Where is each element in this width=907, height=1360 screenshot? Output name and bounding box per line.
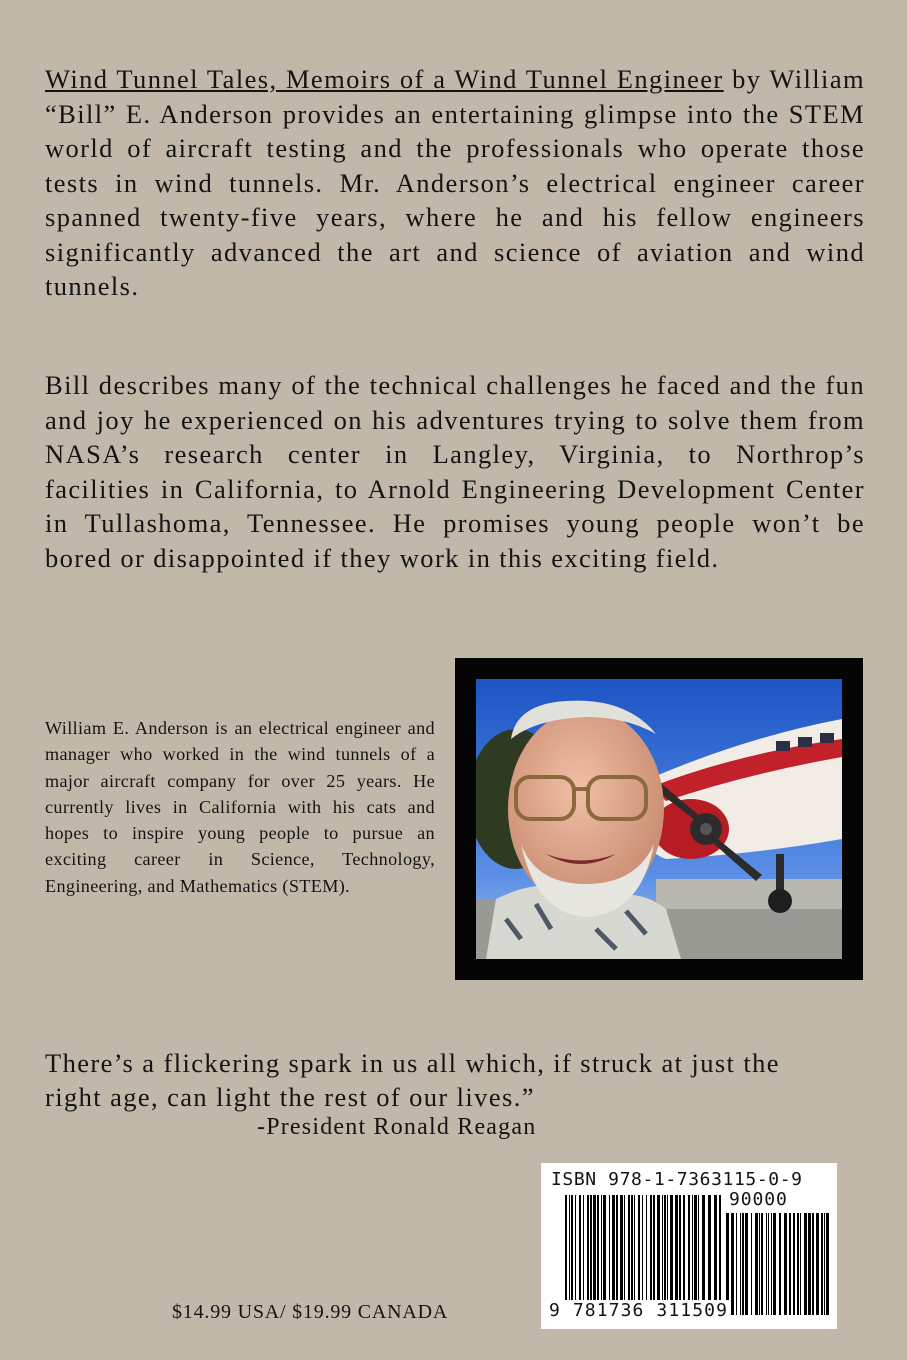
barcode-bar <box>579 1195 581 1317</box>
barcode-bar <box>812 1213 814 1315</box>
barcode-bar <box>664 1195 666 1317</box>
barcode-bar <box>657 1195 660 1317</box>
barcode-bar <box>779 1213 781 1315</box>
blurb-paragraph-1-text: by William “Bill” E. Anderson provides an entertaining glimpse into the STEM world of aircraft testing and the professionals who operate those tests in wind tunnels. Mr. Anderson’s electrical engineer career spanned twenty-five years, where he and his fellow engineers significantly advanced the art and science of aviation and wind tunnels. <box>45 64 865 301</box>
barcode-bar <box>675 1195 678 1317</box>
barcode-bar <box>800 1213 801 1315</box>
barcode-bar <box>692 1195 693 1317</box>
barcode-bar <box>612 1195 615 1317</box>
barcode-bar <box>731 1213 734 1315</box>
blurb-paragraph-2: Bill describes many of the technical challenges he faced and the fun and joy he experienced on his adventures trying to solve them from NASA’s research center in Langley, Virginia, to Northrop’s facilities in California, to Arnold Engineering Development Center in Tullashoma, Tennessee. He promises young people won’t be bored or disappointed if they work in this exciting field. <box>45 370 865 573</box>
quote-attribution: -President Ronald Reagan <box>257 1114 537 1140</box>
barcode-bar <box>698 1195 699 1317</box>
barcode-bar <box>590 1195 592 1317</box>
barcode-bar <box>751 1213 752 1315</box>
barcode-bar <box>797 1213 799 1315</box>
barcode-addon-digits: 90000 <box>729 1189 788 1210</box>
barcode-bar <box>826 1213 829 1315</box>
barcode-bar <box>670 1195 673 1317</box>
barcode-bar <box>740 1213 741 1315</box>
barcode-bar <box>793 1213 795 1315</box>
barcode-bar <box>609 1195 610 1317</box>
barcode-bar <box>571 1195 573 1317</box>
barcode-bar <box>667 1195 668 1317</box>
barcode-bar <box>719 1195 721 1317</box>
barcode-bar <box>804 1213 807 1315</box>
barcode-bar <box>631 1195 633 1317</box>
barcode-bar <box>583 1195 584 1317</box>
barcode-bar <box>587 1195 589 1317</box>
barcode-bar <box>575 1195 576 1317</box>
barcode-bar <box>789 1213 791 1315</box>
barcode-bar <box>821 1213 823 1315</box>
barcode-bar <box>638 1195 640 1317</box>
barcode-bar <box>565 1195 567 1317</box>
barcode-bar <box>824 1213 825 1315</box>
barcode-bar <box>646 1195 647 1317</box>
barcode-bar <box>688 1195 690 1317</box>
barcode-bar <box>569 1195 570 1317</box>
barcode-bar <box>650 1195 652 1317</box>
barcode-bar <box>761 1213 763 1315</box>
barcode-bar <box>771 1213 772 1315</box>
barcode-bar <box>708 1195 711 1317</box>
barcode-bar <box>808 1213 811 1315</box>
barcode-bar <box>766 1213 767 1315</box>
barcode-bar <box>653 1195 655 1317</box>
isbn-label: ISBN 978-1-7363115-0-9 <box>551 1169 803 1190</box>
barcode-bar <box>628 1195 630 1317</box>
barcode-bar <box>603 1195 606 1317</box>
barcode-bar <box>634 1195 635 1317</box>
barcode-bar <box>624 1195 625 1317</box>
author-photo <box>476 679 842 959</box>
barcode-bar <box>773 1213 776 1315</box>
barcode-addon-bars <box>726 1213 830 1315</box>
barcode-bar <box>816 1213 819 1315</box>
barcode-bar <box>662 1195 663 1317</box>
isbn-barcode <box>541 1163 837 1329</box>
barcode-bar <box>597 1195 599 1317</box>
barcode-digits: 9 781736 311509 <box>549 1300 729 1321</box>
barcode-bar <box>745 1213 748 1315</box>
barcode-bars <box>565 1195 721 1317</box>
barcode-bar <box>742 1213 744 1315</box>
barcode-bar <box>593 1195 596 1317</box>
barcode-bar <box>714 1195 717 1317</box>
author-photo-frame <box>455 658 863 980</box>
barcode-bar <box>642 1195 643 1317</box>
barcode-bar <box>620 1195 623 1317</box>
barcode-bar <box>683 1195 685 1317</box>
barcode-bar <box>768 1213 769 1315</box>
barcode-bar <box>759 1213 760 1315</box>
barcode-bar <box>679 1195 681 1317</box>
barcode-bar <box>694 1195 697 1317</box>
barcode-bar <box>784 1213 787 1315</box>
quote-text: There’s a flickering spark in us all which, if struck at just the right age, can light the rest of our lives.” <box>45 1048 780 1112</box>
barcode-bar <box>736 1213 737 1315</box>
price-label: $14.99 USA/ $19.99 CANADA <box>172 1301 449 1323</box>
barcode-bar <box>616 1195 618 1317</box>
book-title: Wind Tunnel Tales, Memoirs of a Wind Tunnel Engineer <box>45 64 724 94</box>
author-bio: William E. Anderson is an electrical engineer and manager who worked in the wind tunnels of a major aircraft company for over 25 years. He currently lives in California with his cats and hopes to inspire young people to pursue an exciting career in Science, Technology, Engineering, and Mathematics (STEM). <box>45 718 435 896</box>
barcode-bar <box>702 1195 705 1317</box>
blurb-paragraph-1 <box>45 62 865 304</box>
barcode-bar <box>755 1213 758 1315</box>
barcode-bar <box>601 1195 602 1317</box>
